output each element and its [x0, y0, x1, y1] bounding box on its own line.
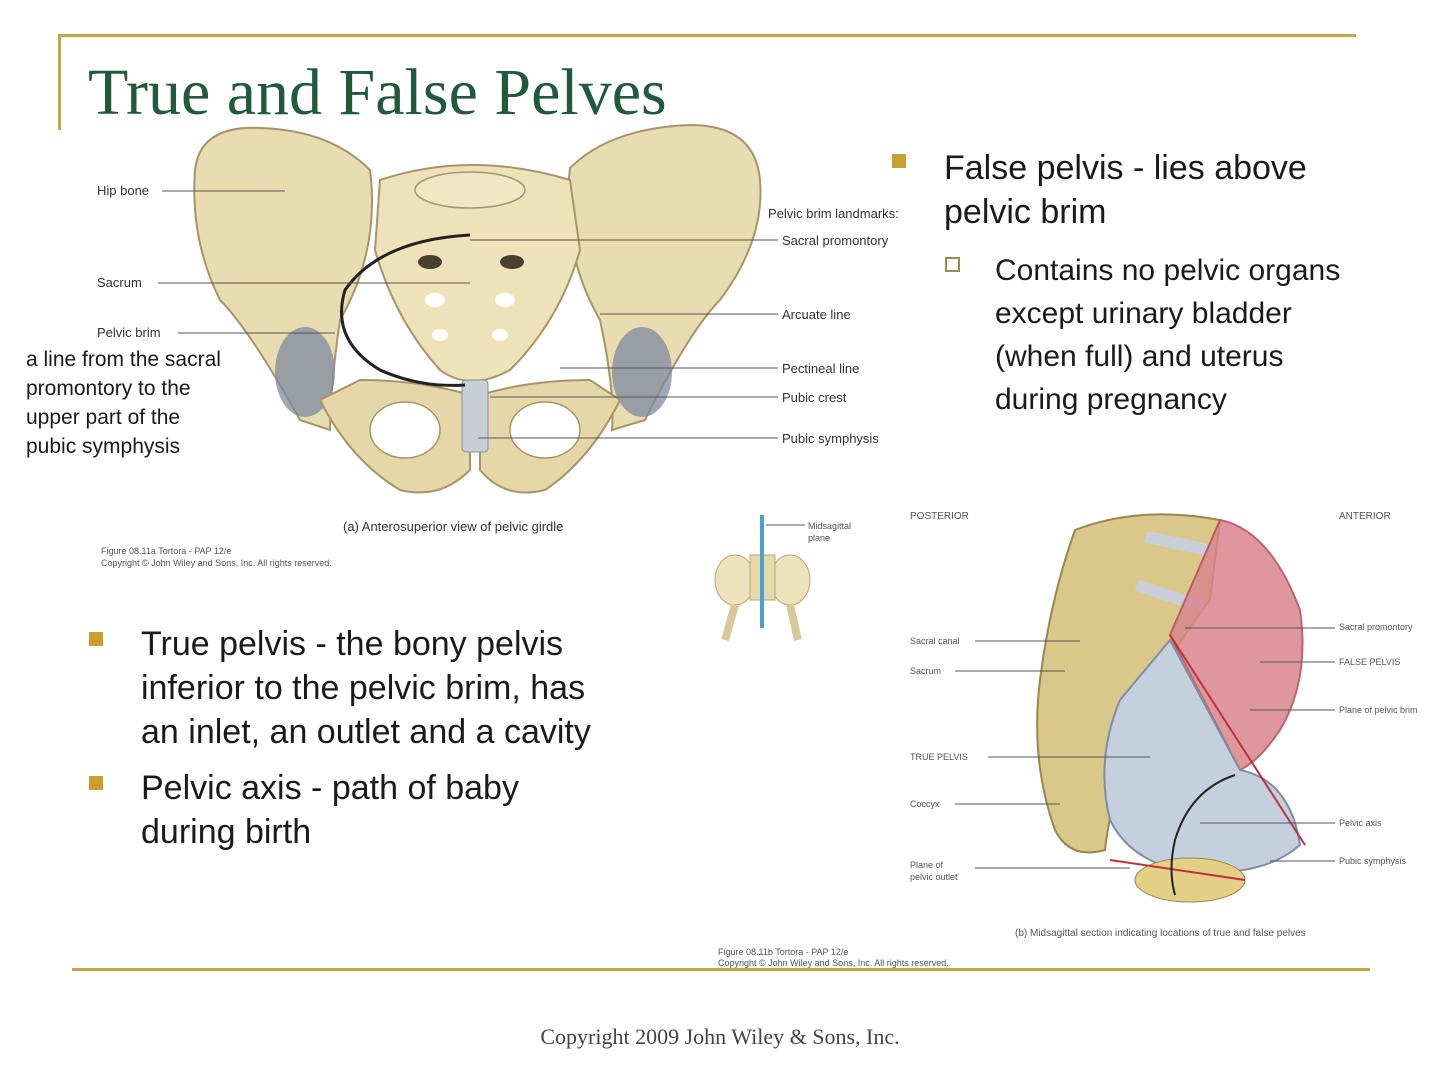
- bullet-false-pelvis: False pelvis - lies above pelvic brim: [944, 146, 1307, 234]
- label-sacral-canal: Sacral canal: [910, 636, 960, 646]
- label-plane-pelvic-brim: Plane of pelvic brim: [1339, 705, 1418, 715]
- label-pelvic-brim: Pelvic brim: [97, 325, 161, 340]
- label-pelvic-outlet: pelvic outlet: [910, 872, 958, 882]
- pelvic-brim-note: a line from the sacral promontory to the upper part of the pubic symphysis: [26, 348, 221, 458]
- label-sacral-promontory: Sacral promontory: [782, 233, 889, 248]
- figure-a-credit-2: Copyright © John Wiley and Sons, Inc. All rights reserved.: [101, 558, 332, 568]
- figure-b-credit-1: Figure 08.11b Tortora - PAP 12/e: [718, 947, 849, 957]
- label-sacrum-b: Sacrum: [910, 666, 942, 676]
- label-pubic-crest: Pubic crest: [782, 390, 847, 405]
- figure-a-credit-1: Figure 08.11a Tortora - PAP 12/e: [101, 546, 232, 556]
- label-brim-landmarks: Pelvic brim landmarks:: [768, 206, 899, 221]
- label-sacral-promontory-b: Sacral promontory: [1339, 622, 1413, 632]
- label-pubic-symphysis: Pubic symphysis: [782, 431, 879, 446]
- inset-label-2: plane: [808, 533, 831, 543]
- copyright-footer: Copyright 2009 John Wiley & Sons, Inc.: [540, 1024, 900, 1049]
- label-false-pelvis: FALSE PELVIS: [1339, 657, 1401, 667]
- figure-b-credit-2: Copyright © John Wiley and Sons, Inc. All rights reserved.: [718, 958, 949, 968]
- figure-b-caption: (b) Midsagittal section indicating locations of true and false pelves: [1015, 928, 1306, 939]
- label-pectineal-line: Pectineal line: [782, 361, 860, 376]
- label-coccyx: Coccyx: [910, 799, 940, 809]
- label-pubic-symphysis-b: Pubic symphysis: [1339, 856, 1407, 866]
- label-arcuate-line: Arcuate line: [782, 307, 851, 322]
- bullet-true-pelvis: True pelvis - the bony pelvis inferior to the pelvic brim, has an inlet, an outlet and a cavity: [141, 622, 591, 754]
- label-true-pelvis: TRUE PELVIS: [910, 752, 968, 762]
- label-posterior: POSTERIOR: [910, 511, 969, 522]
- subbullet-false-pelvis-organs: Contains no pelvic organs except urinary bladder (when full) and uterus during pregnancy: [995, 249, 1340, 421]
- slide-title: True and False Pelves: [88, 56, 667, 129]
- label-anterior: ANTERIOR: [1339, 511, 1391, 522]
- label-sacrum: Sacrum: [97, 275, 142, 290]
- bullet-pelvic-axis: Pelvic axis - path of baby during birth: [141, 766, 519, 854]
- inset-label-1: Midsagittal: [808, 521, 852, 531]
- figure-a-caption: (a) Anterosuperior view of pelvic girdle: [343, 519, 564, 534]
- label-hip-bone: Hip bone: [97, 183, 150, 198]
- label-plane-of: Plane of: [910, 860, 944, 870]
- label-pelvic-axis: Pelvic axis: [1339, 818, 1382, 828]
